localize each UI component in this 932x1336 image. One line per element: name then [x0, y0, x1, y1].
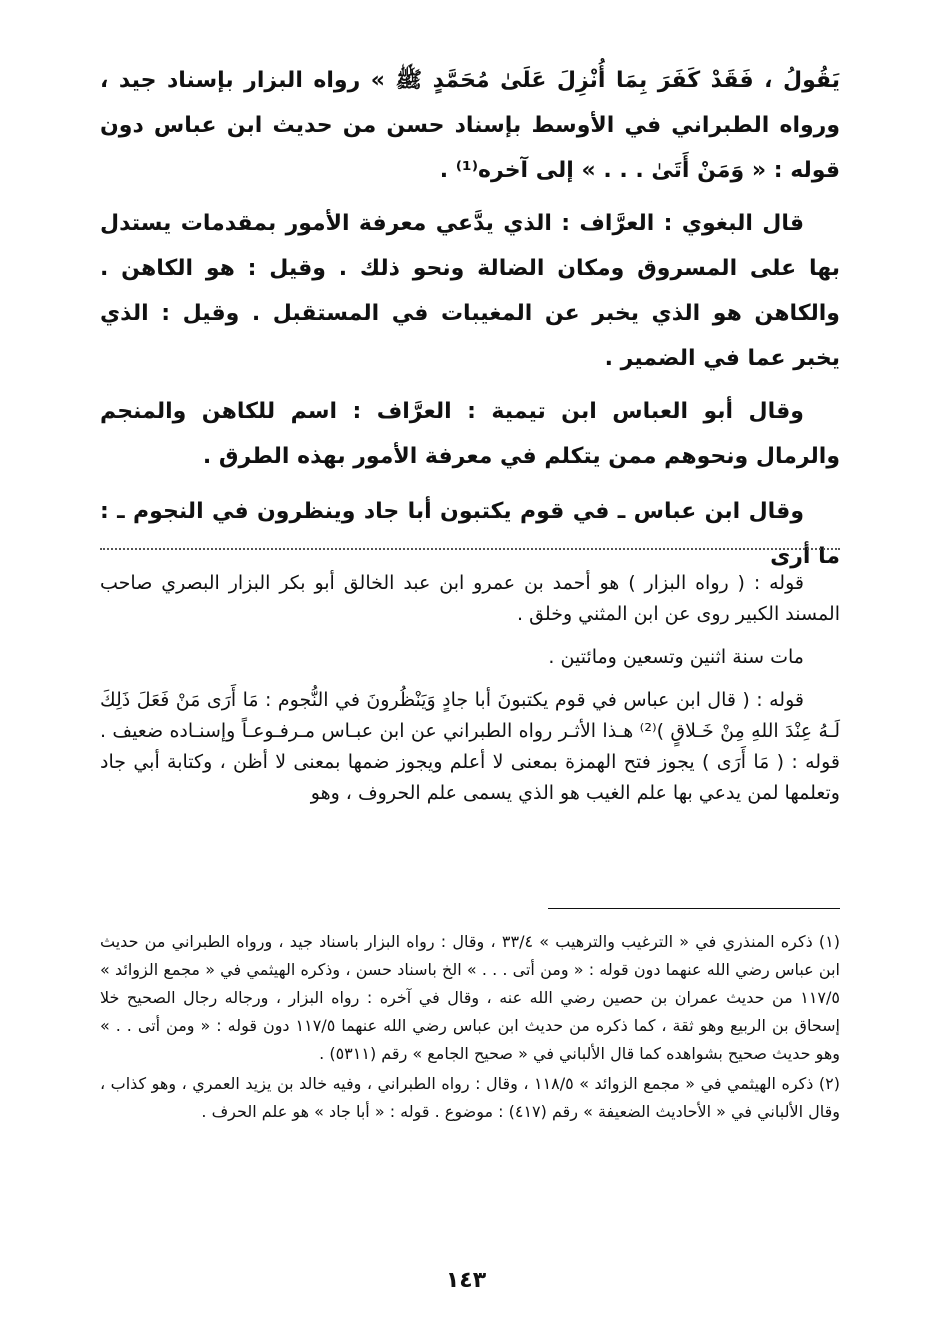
- page-number: ١٤٣: [445, 1268, 487, 1293]
- main-text: [100, 58, 840, 579]
- footnote-rule: [548, 908, 840, 909]
- main-paragraph-4: وقال ابن عباس ـ في قوم يكتبون أبا جاد وينظرون في النجوم ـ : ما أرى: [100, 499, 840, 569]
- commentary-paragraph-1: قوله : ( رواه البزار ) هو أحمد بن عمرو ابن عبد الخالق أبو بكر البزار البصري صاحب المسند الكبير روى عن ابن المثني وخلق .: [100, 572, 840, 625]
- main-paragraph-2: قال البغوي : العرَّاف : الذي يدَّعي معرفة الأمور بمقدمات يستدل بها على المسروق ومكان الضالة ونحو ذلك . وقيل : هو الكاهن . والكاهن هو الذي يخبر عن المغيبات في المستقبل . وقيل : الذي يخبر عما في الضمير .: [100, 211, 840, 371]
- footnote-1: (١) ذكره المنذري في « الترغيب والترهيب » ٣٣/٤ ، وقال : رواه البزار باسناد جيد ، ورواه الطبراني من حديث ابن عباس رضي الله عنهما دون قوله : « ومن أتى . . . » الخ باسناد حسن ، وذكره الهيثمي في « مجمع الزوائد » ١١٧/٥ من حديث عمران بن حصين رضي الله عنه ، وقال في آخره : رواه البزار ، ورجاله رجال الصحيح خلا إسحاق بن الربيع وهو ثقة ، كما ذكره من حديث ابن عباس رضي الله عنهما ١١٧/٥ دون قوله : « ومن أتى . . » وهو حديث صحيح بشواهده كما قال الألباني في « صحيح الجامع » رقم (٥٣١١) .: [100, 932, 841, 1063]
- commentary-section: [100, 568, 840, 809]
- dotted-separator: [100, 548, 840, 550]
- commentary-paragraph-3: قوله : ( قال ابن عباس في قوم يكتبونَ أبا جادٍ وَيَنْظُرونَ في النُّجوم : مَا أَرَى مَنْ فَعَلَ ذَلِكَ لَـهُ عِنْدَ اللهِ مِنْ خَـلاقٍ )⁽²⁾ هـذا الأثـر رواه الطبراني عن ابن عبـاس مـرفـوعـاً وإسنـاده ضعيف . قوله : ( مَا أَرَى ) يجوز فتح الهمزة بمعنى لا أعلم ويجوز ضمها بمعنى لا أظن ، وكتابة أبي جاد وتعلمها لمن يدعي بها علم الغيب هو الذي يسمى علم الحروف ، وهو: [100, 689, 841, 804]
- footnotes-section: [100, 928, 840, 1126]
- main-paragraph-3: وقال أبو العباس ابن تيمية : العرَّاف : اسم للكاهن والمنجم والرمال ونحوهم ممن يتكلم في معرفة الأمور بهذه الطرق .: [100, 399, 840, 469]
- footnote-2: (٢) ذكره الهيثمي في « مجمع الزوائد » ١١٨/٥ ، وقال : رواه الطبراني ، وفيه خالد بن يزيد العمري ، وهو كذاب ، وقال الألباني في « الأحاديث الضعيفة » رقم (٤١٧) : موضوع . قوله : « أبا جاد » هو علم الحرف .: [100, 1074, 840, 1121]
- commentary-paragraph-2: مات سنة اثنين وتسعين ومائتين .: [548, 646, 804, 668]
- main-paragraph-1: يَقُولُ ، فَقَدْ كَفَرَ بِمَا أُنْزِلَ عَلَىٰ مُحَمَّدٍ ﷺ » رواه البزار بإسناد جيد ، ورواه الطبراني في الأوسط بإسناد حسن من حديث ابن عباس دون قوله : « وَمَنْ أَتَىٰ . . . » إلى آخره⁽¹⁾ .: [100, 68, 840, 183]
